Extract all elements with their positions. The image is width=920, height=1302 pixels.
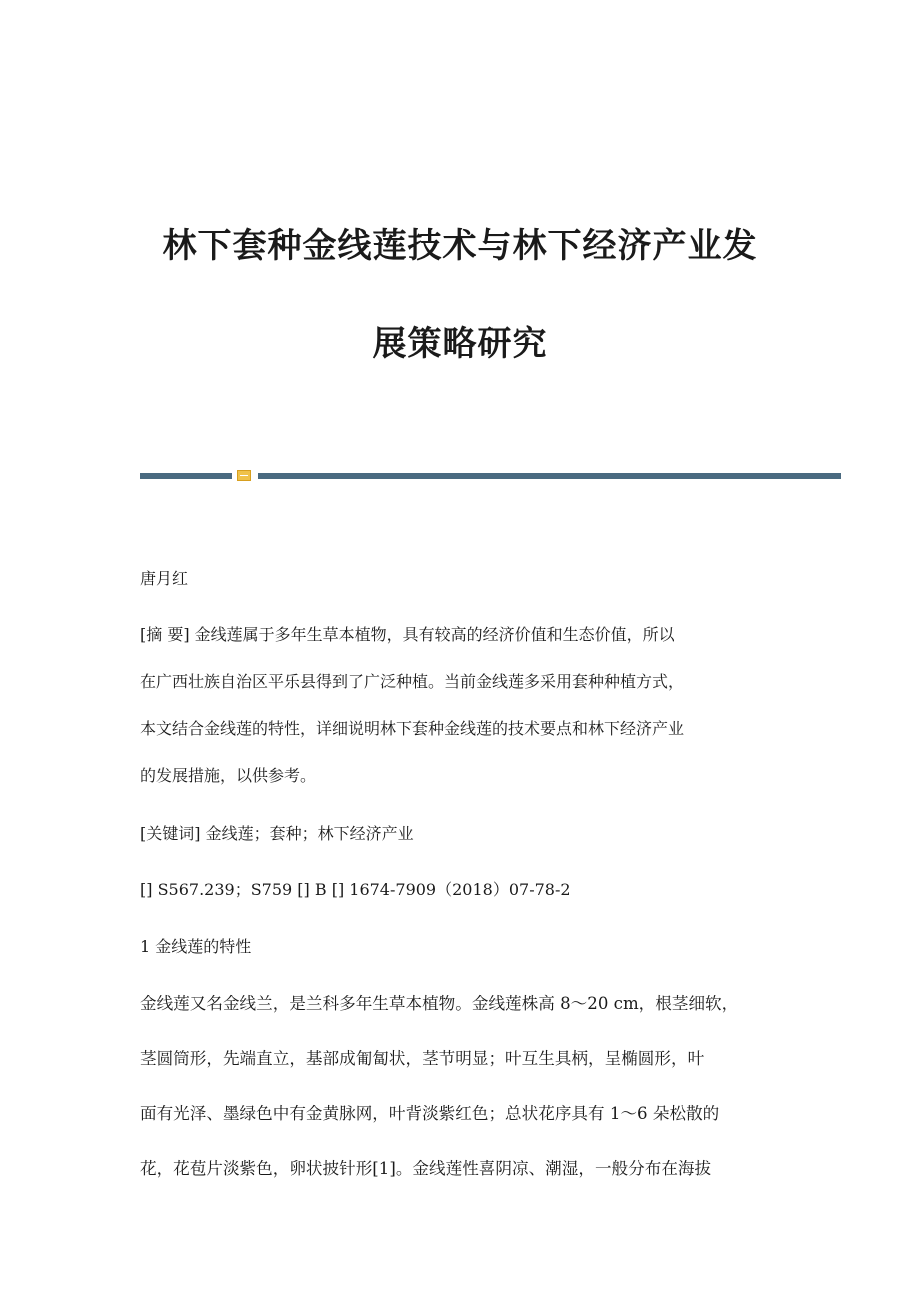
paragraph-line: 茎圆筒形，先端直立，基部成匍匐状，茎节明显；叶互生具柄，呈椭圆形，叶 [140,1049,705,1068]
abstract-line: 在广西壮族自治区平乐县得到了广泛种植。当前金线莲多采用套种种植方式， [140,672,685,691]
section-heading: 1 金线莲的特性 [140,937,252,956]
title-divider [140,468,841,482]
classification-info: [] S567.239；S759 [] B [] 1674-7909（2018）07-78-2 [140,880,571,899]
divider-bar-right [258,473,841,479]
keywords: [关键词] 金线莲；套种；林下经济产业 [140,824,414,843]
paragraph-line: 金线莲又名金线兰，是兰科多年生草本植物。金线莲株高 8～20 cm，根茎细软， [140,994,739,1013]
page-title-line-2: 展策略研究 [372,324,548,364]
page-title-line-1: 林下套种金线莲技术与林下经济产业发 [162,226,758,266]
abstract-line: 本文结合金线莲的特性，详细说明林下套种金线莲的技术要点和林下经济产业 [140,719,685,738]
paragraph-line: 花，花苞片淡紫色，卵状披针形[1]。金线莲性喜阴凉、潮湿，一般分布在海拔 [140,1159,712,1178]
abstract-line: 的发展措施，以供参考。 [140,766,317,785]
divider-bar-left [140,473,232,479]
paragraph-line: 面有光泽、墨绿色中有金黄脉网，叶背淡紫红色；总状花序具有 1～6 朵松散的 [140,1104,720,1123]
divider-ornament-icon [237,470,251,481]
author-name: 唐月红 [140,569,189,588]
abstract-line: [摘 要] 金线莲属于多年生草本植物，具有较高的经济价值和生态价值，所以 [140,625,675,644]
